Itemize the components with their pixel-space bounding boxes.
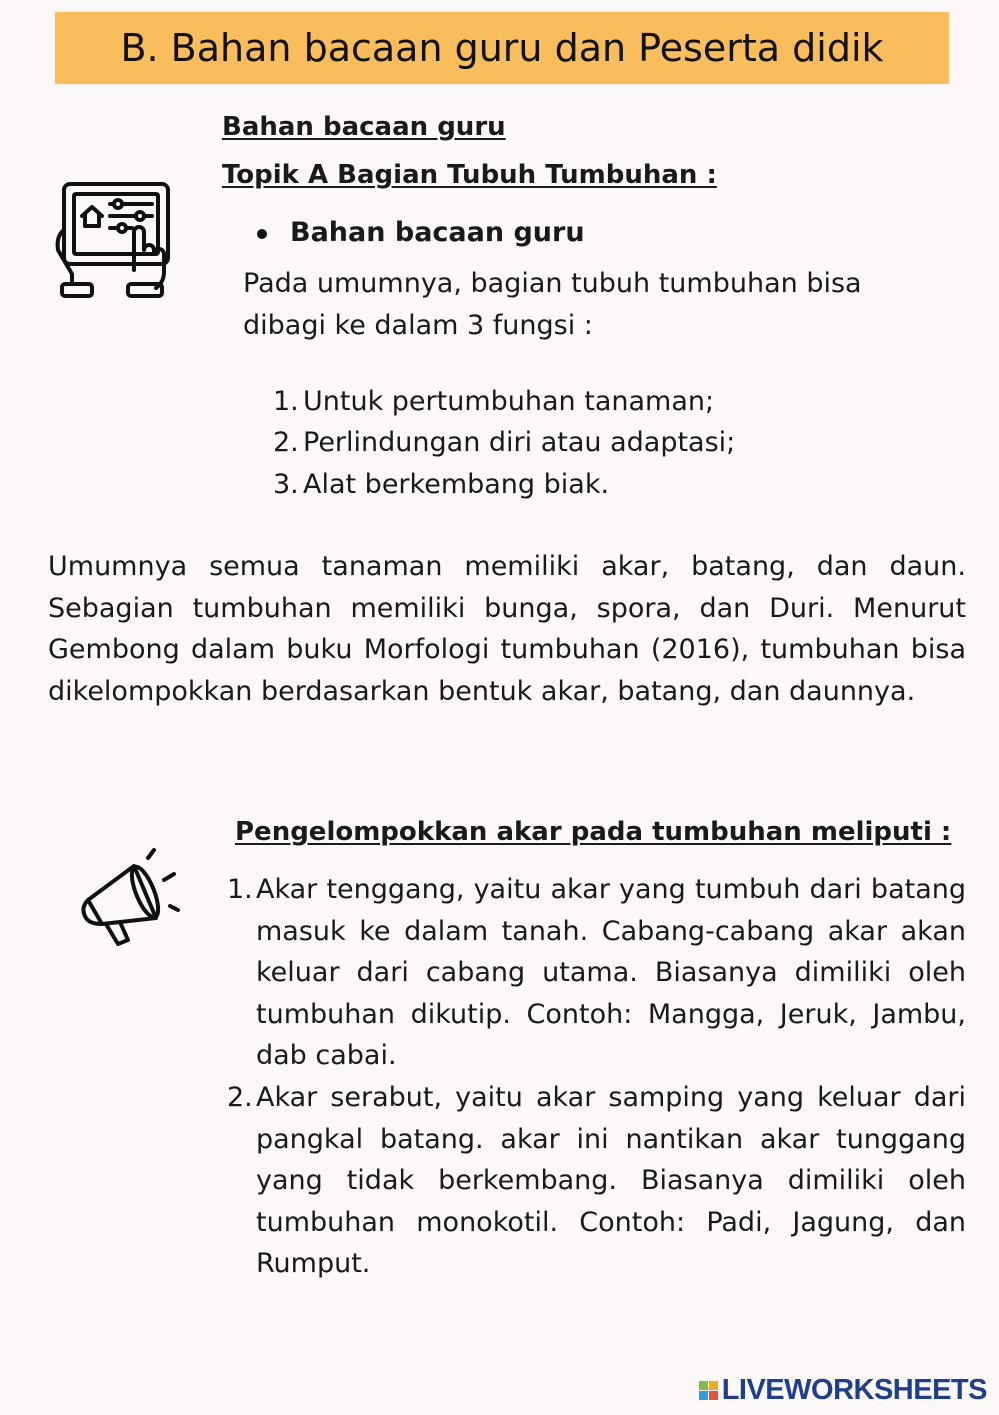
intro-line-2: dibagi ke dalam 3 fungsi : [243,310,593,341]
bullet-point [257,229,267,239]
logo-text: LIVEWORKSHEETS [721,1373,987,1406]
liveworksheets-logo[interactable] [699,1372,987,1408]
list-item [273,422,873,464]
section-heading: Bahan bacaan guru [222,112,506,142]
list-text: Akar tenggang, yaitu akar yang tumbuh dari batang masuk ke dalam tanah. Cabang-cabang akar akan keluar dari cabang utama. Biasanya dimiliki oleh tumbuhan dikutip. Contoh: Mangga, Jeruk, Jambu, dab cabai. [256,874,966,1071]
list-text: Alat berkembang biak. [303,469,610,500]
list-text: Akar serabut, yaitu akar samping yang keluar dari pangkal batang. akar ini nantikan akar tunggang yang tidak berkembang. Biasanya dimiliki oleh tumbuhan monokotil. Contoh: Padi, Jagung, dan Rumput. [256,1082,966,1279]
list-number: 3. [273,469,299,500]
logo-mark-icon [699,1381,718,1400]
list-item [227,1077,966,1285]
megaphone-icon [78,848,188,952]
page-title: B. Bahan bacaan guru dan Peserta didik [120,26,884,70]
tablet-touch-icon [52,180,174,300]
intro-line-1: Pada umumnya, bagian tubuh tumbuhan bisa [243,268,862,299]
list-number: 1. [273,386,299,417]
list-item [273,381,873,423]
list-number: 2. [227,1082,253,1113]
section-heading: Pengelompokkan akar pada tumbuhan meliputi : [235,817,952,847]
list-text: Perlindungan diri atau adaptasi; [303,427,736,458]
list-item [273,464,873,506]
bullet-text: Bahan bacaan guru [290,217,585,248]
list-item [227,869,966,1077]
topic-heading: Topik A Bagian Tubuh Tumbuhan : [222,160,717,190]
list-number: 2. [273,427,299,458]
list-number: 1. [227,874,253,905]
list-text: Untuk pertumbuhan tanaman; [303,386,715,417]
body-paragraph: Umumnya semua tanaman memiliki akar, batang, dan daun. Sebagian tumbuhan memiliki bunga, spora, dan Duri. Menurut Gembong dalam buku Morfologi tumbuhan (2016), tumbuhan bisa dikelompokkan berdasarkan bentuk akar, batang, dan daunnya. [48,551,966,707]
